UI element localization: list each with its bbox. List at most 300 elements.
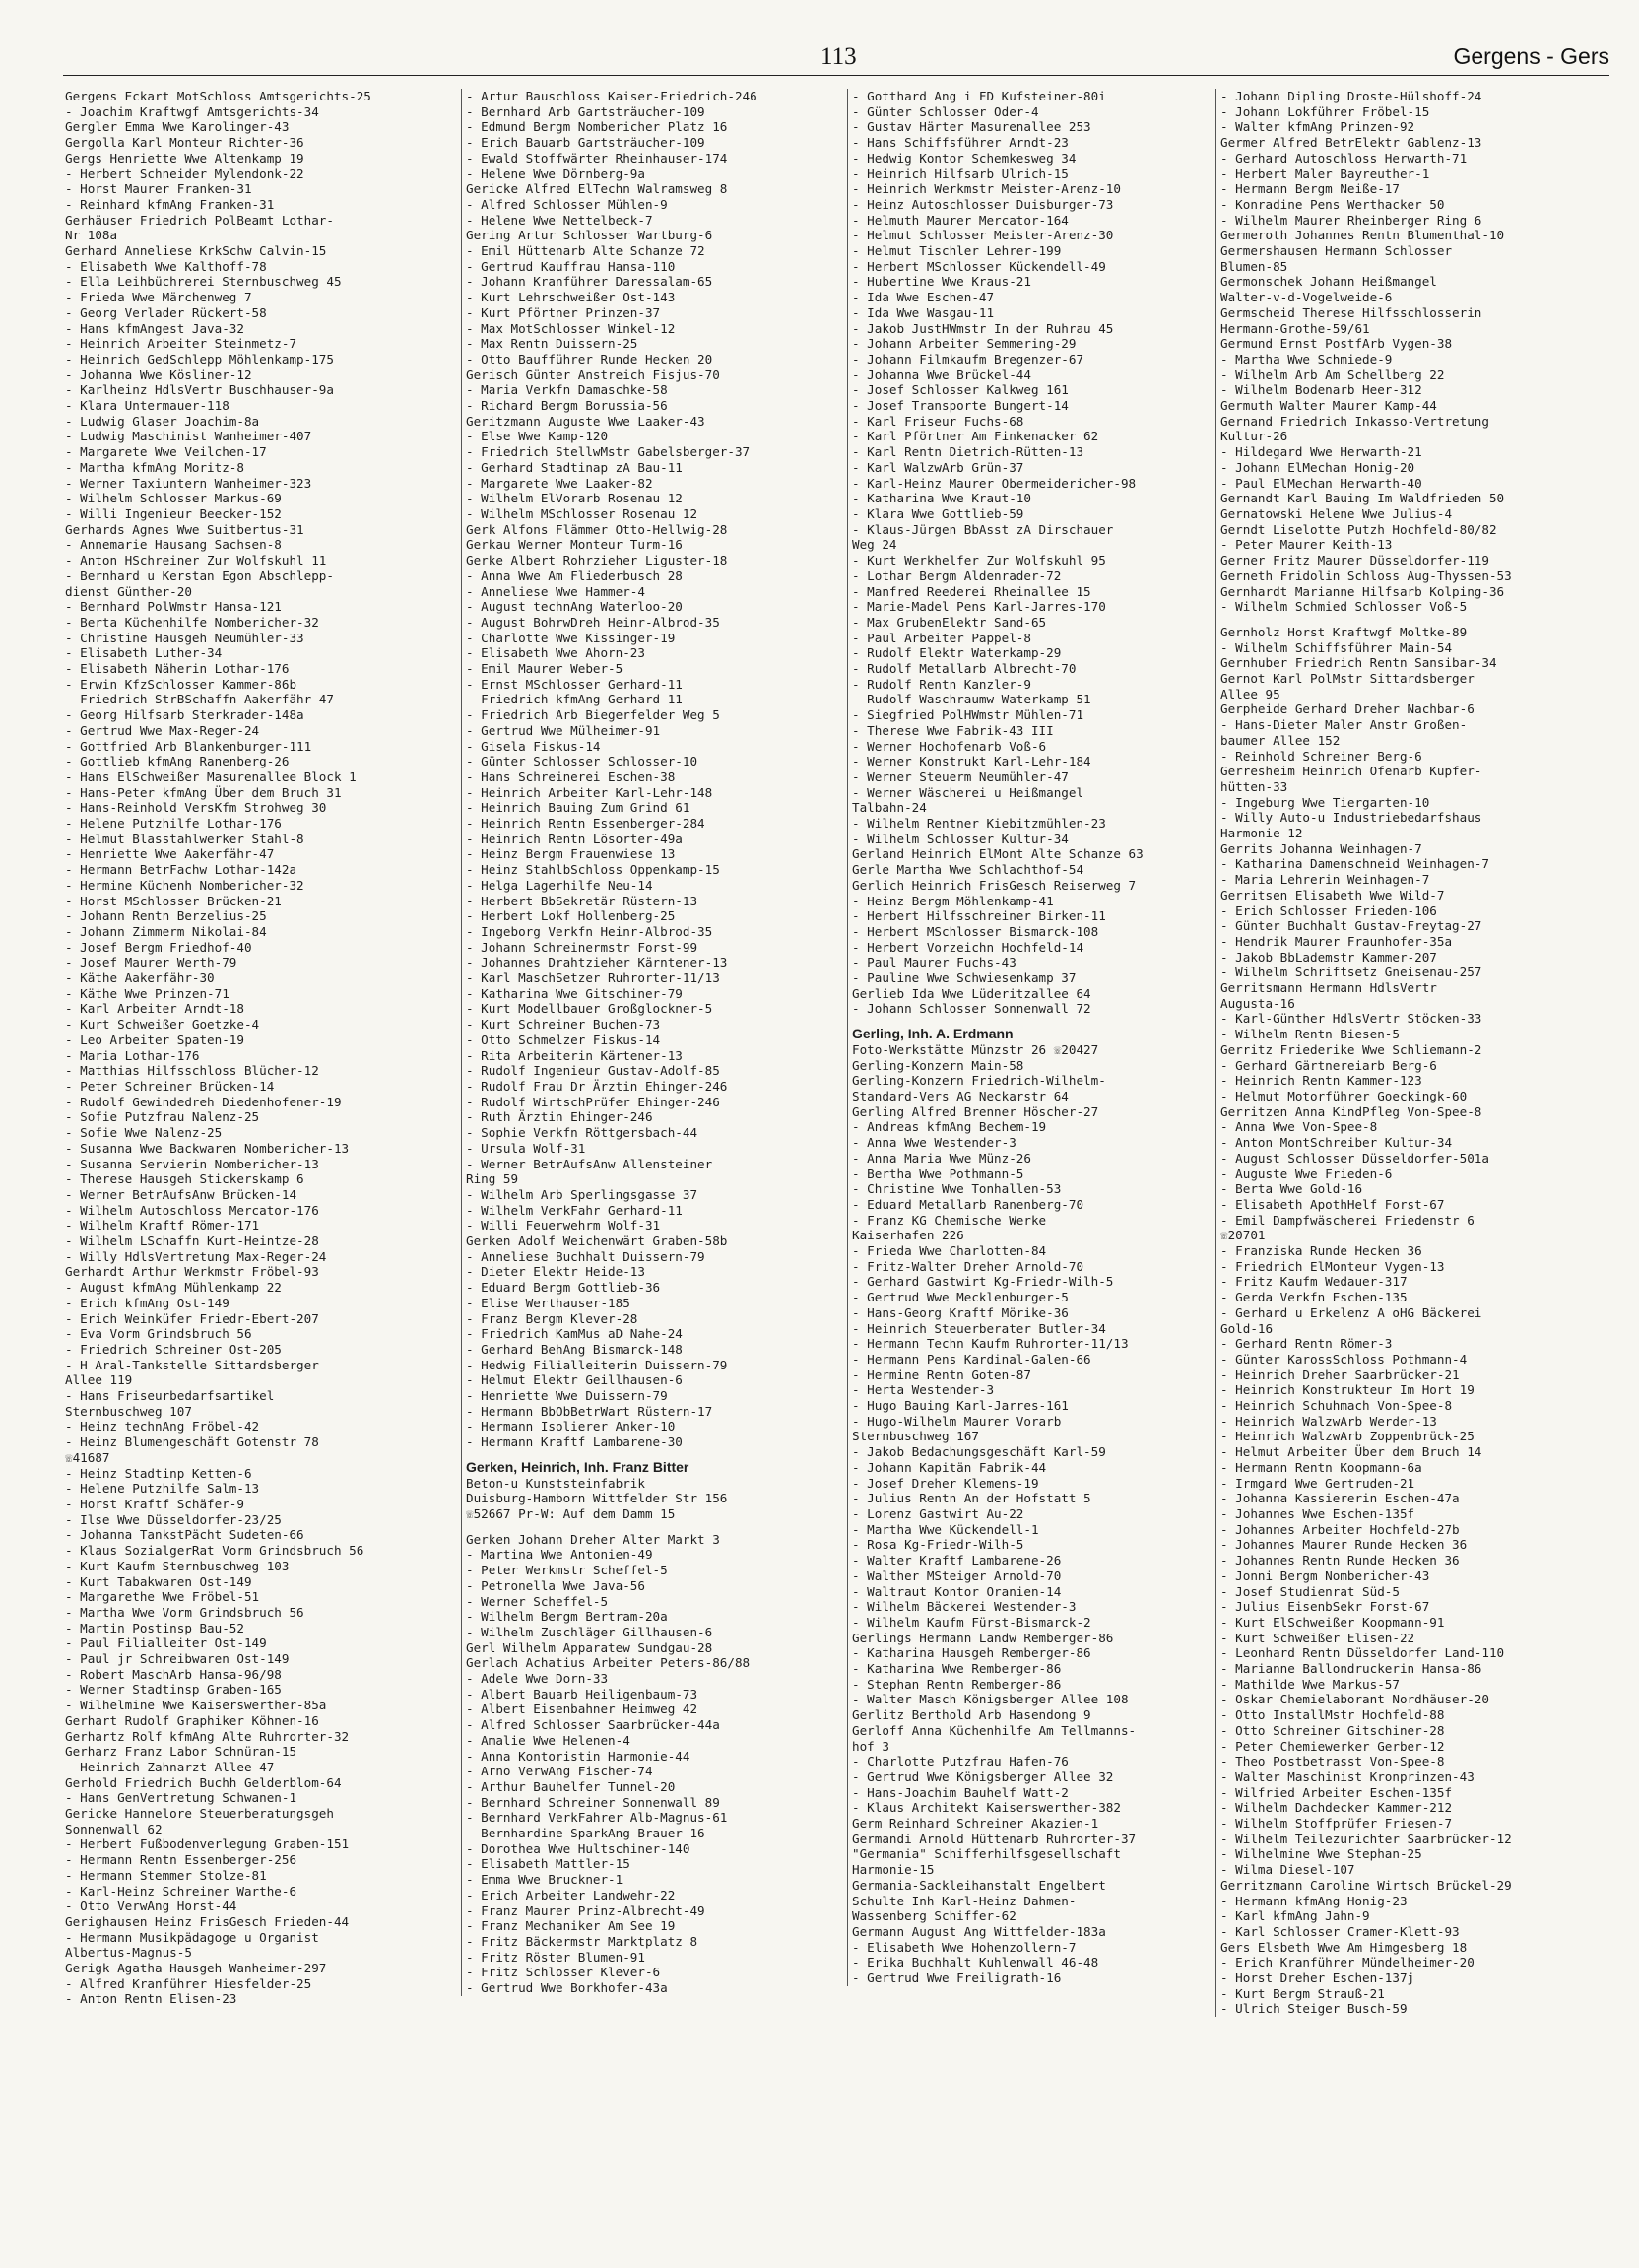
directory-subentry: - Karl Friseur Fuchs-68 (852, 413, 1024, 429)
directory-entry: Gerling-Konzern Friedrich-Wilhelm- (852, 1073, 1106, 1089)
directory-entry: ☏41687 (65, 1449, 110, 1465)
directory-subentry: - Oskar Chemielaborant Nordhäuser-20 (1220, 1692, 1489, 1707)
directory-subentry: - Günter Schlosser Oder-4 (852, 103, 1039, 119)
directory-subentry: - Erich Schlosser Frieden-106 (1220, 902, 1437, 918)
directory-subentry: - Kurt Bergm Strauß-21 (1220, 1985, 1385, 2001)
directory-entry: Gernandt Karl Bauing Im Waldfrieden 50 (1220, 491, 1505, 506)
directory-subentry: - Dorothea Wwe Hultschiner-140 (466, 1840, 690, 1856)
directory-subentry: - Max MotSchlosser Winkel-12 (466, 320, 676, 336)
directory-subentry: - Karl-Heinz Schreiner Warthe-6 (65, 1883, 297, 1899)
directory-subentry: - Herbert Hilfsschreiner Birken-11 (852, 908, 1106, 924)
directory-subentry: - Erwin KfzSchlosser Kammer-86b (65, 676, 297, 692)
directory-subentry: - Gerhard Stadtinap zA Bau-11 (466, 459, 683, 475)
directory-subentry: - Johann Lokführer Fröbel-15 (1220, 103, 1430, 119)
directory-subentry: - Werner BetrAufsAnw Brücken-14 (65, 1186, 297, 1202)
column-2 (461, 89, 855, 1996)
directory-entry: Foto-Werkstätte Münzstr 26 ☏20427 (852, 1041, 1099, 1057)
directory-entry: Standard-Vers AG Neckarstr 64 (852, 1089, 1069, 1103)
directory-subentry: - Horst MSchlosser Brücken-21 (65, 893, 282, 908)
directory-subentry: - Amalie Wwe Helenen-4 (466, 1732, 630, 1748)
directory-entry: Gernatowski Helene Wwe Julius-4 (1220, 505, 1453, 521)
directory-subentry: - Wilhelm MSchlosser Rosenau 12 (466, 505, 698, 521)
directory-subentry: - Hermann Stemmer Stolze-81 (65, 1867, 267, 1883)
directory-subentry: - Peter Werkmstr Scheffel-5 (466, 1563, 668, 1578)
directory-subentry: - Reinhold Schreiner Berg-6 (1220, 748, 1422, 764)
directory-subentry: - Gottlieb kfmAng Ranenberg-26 (65, 754, 290, 769)
directory-subentry: - Hermann Pens Kardinal-Galen-66 (852, 1351, 1091, 1367)
directory-subentry: - Max GrubenElektr Sand-65 (852, 614, 1047, 630)
directory-subentry: - Hildegard Wwe Herwarth-21 (1220, 444, 1422, 460)
directory-subentry: - Elise Werthauser-185 (466, 1295, 630, 1310)
directory-subentry: - Wilhelm Rentn Biesen-5 (1220, 1027, 1400, 1042)
directory-subentry: - Marie-Madel Pens Karl-Jarres-170 (852, 599, 1106, 615)
directory-subentry: - Peter Maurer Keith-13 (1220, 537, 1393, 553)
directory-subentry: - Martin Postinsp Bau-52 (65, 1620, 244, 1635)
directory-entry: Gerl Wilhelm Apparatew Sundgau-28 (466, 1639, 713, 1655)
directory-subentry: - Lothar Bergm Aldenrader-72 (852, 567, 1062, 583)
directory-subentry: - Käthe Wwe Prinzen-71 (65, 985, 229, 1001)
directory-subentry: - Anna Kontoristin Harmonie-44 (466, 1748, 690, 1764)
directory-subentry: - Bertha Wwe Pothmann-5 (852, 1166, 1024, 1181)
directory-entry: Germershausen Hermann Schlosser (1220, 243, 1453, 259)
directory-subentry: - Mathilde Wwe Markus-57 (1220, 1676, 1400, 1692)
directory-subentry: - Max Rentn Duissern-25 (466, 336, 638, 352)
directory-subentry: - Alfred Schlosser Saarbrücker-44a (466, 1717, 720, 1733)
directory-subentry: - Henriette Wwe Duissern-79 (466, 1388, 668, 1404)
directory-subentry: - Maria Lehrerin Weinhagen-7 (1220, 872, 1430, 888)
directory-entry: Hermann-Grothe-59/61 (1220, 320, 1370, 336)
directory-subentry: - Konradine Pens Werthacker 50 (1220, 196, 1445, 212)
directory-subentry: - Kurt Schweißer Elisen-22 (1220, 1630, 1415, 1645)
directory-subentry: - Heinrich Zahnarzt Allee-47 (65, 1759, 275, 1774)
directory-subentry: - Werner Steuerm Neumühler-47 (852, 768, 1069, 784)
directory-subentry: - Herbert MSchlosser Kückendell-49 (852, 258, 1106, 274)
directory-subentry: - Ida Wwe Eschen-47 (852, 290, 995, 305)
directory-entry: Gerhold Friedrich Buchh Gelderblom-64 (65, 1774, 342, 1790)
directory-subentry: - Katharina Damenschneid Weinhagen-7 (1220, 856, 1489, 872)
directory-subentry: - Hermann Techn Kaufm Ruhrorter-11/13 (852, 1336, 1129, 1352)
directory-entry: Gerlach Achatius Arbeiter Peters-86/88 (466, 1655, 751, 1671)
directory-entry: Gerhartz Rolf kfmAng Alte Ruhrorter-32 (65, 1728, 350, 1744)
directory-entry: dienst Günther-20 (65, 583, 192, 599)
directory-subentry: - Kurt Schreiner Buchen-73 (466, 1017, 661, 1033)
directory-subentry: - Wilhelm Schiffsführer Main-54 (1220, 639, 1453, 655)
directory-subentry: - Anna Maria Wwe Münz-26 (852, 1150, 1031, 1166)
directory-entry: Germeroth Johannes Rentn Blumenthal-10 (1220, 228, 1505, 243)
directory-subentry: - Eduard Bergm Gottlieb-36 (466, 1280, 661, 1296)
directory-subentry: - Walther MSteiger Arnold-70 (852, 1568, 1062, 1583)
directory-subentry: - Wilhelm VerkFahr Gerhard-11 (466, 1202, 683, 1218)
directory-entry: Gernhuber Friedrich Rentn Sansibar-34 (1220, 655, 1497, 671)
directory-subentry: - Gerhard Gastwirt Kg-Friedr-Wilh-5 (852, 1274, 1114, 1290)
directory-subentry: - Friedrich Arb Biegerfelder Weg 5 (466, 707, 720, 723)
directory-entry: Kaiserhafen 226 (852, 1228, 964, 1243)
directory-subentry: - Wilhelm Schlosser Markus-69 (65, 491, 282, 506)
directory-subentry: - Hendrik Maurer Fraunhofer-35a (1220, 933, 1453, 949)
directory-entry: Gerlich Heinrich FrisGesch Reiserweg 7 (852, 877, 1137, 893)
directory-entry: Gerle Martha Wwe Schlachthof-54 (852, 862, 1084, 878)
directory-subentry: - Franziska Runde Hecken 36 (1220, 1243, 1422, 1259)
directory-subentry: - Heinz Bergm Frauenwiese 13 (466, 846, 676, 862)
directory-subentry: - Dieter Elektr Heide-13 (466, 1264, 645, 1280)
directory-subentry: - Karl-Günther HdlsVertr Stöcken-33 (1220, 1011, 1482, 1027)
directory-subentry: - Klaus SozialgerRat Vorm Grindsbruch 56 (65, 1543, 364, 1559)
directory-subentry: - Kurt ElSchweißer Koopmann-91 (1220, 1614, 1445, 1630)
directory-subentry: - Karl-Heinz Maurer Obermeidericher-98 (852, 475, 1137, 491)
directory-subentry: - Annemarie Hausang Sachsen-8 (65, 537, 282, 553)
directory-subentry: - Anneliese Wwe Hammer-4 (466, 583, 645, 599)
directory-subentry: - Willi Feuerwehrm Wolf-31 (466, 1218, 661, 1234)
directory-subentry: - Karl MaschSetzer Ruhrorter-11/13 (466, 970, 720, 986)
directory-subentry: - Wilhelm Schmied Schlosser Voß-5 (1220, 599, 1468, 615)
directory-subentry: - Margarete Wwe Laaker-82 (466, 475, 653, 491)
directory-subentry: - Gertrud Wwe Freiligrath-16 (852, 1970, 1062, 1986)
directory-subentry: - Fritz Bäckermstr Marktplatz 8 (466, 1933, 698, 1949)
directory-subentry: - Siegfried PolHWmstr Mühlen-71 (852, 707, 1084, 723)
directory-entry: Gerhardt Arthur Werkmstr Fröbel-93 (65, 1264, 319, 1280)
directory-subentry: - Wilhelm Zuschläger Gillhausen-6 (466, 1624, 713, 1639)
directory-subentry: - Jakob Bedachungsgeschäft Karl-59 (852, 1444, 1106, 1460)
directory-subentry: - Rudolf Waschraumw Waterkamp-51 (852, 692, 1091, 707)
directory-subentry: - Erich Weinküfer Friedr-Ebert-207 (65, 1310, 319, 1326)
directory-subentry: - Therese Hausgeh Stickerskamp 6 (65, 1171, 304, 1187)
directory-entry: Gerighausen Heinz FrisGesch Frieden-44 (65, 1913, 350, 1929)
directory-entry: Geritzmann Auguste Wwe Laaker-43 (466, 413, 705, 429)
directory-entry: Gers Elsbeth Wwe Am Himgesberg 18 (1220, 1939, 1468, 1955)
directory-subentry: - Hermann Rentn Koopmann-6a (1220, 1459, 1422, 1475)
directory-subentry: - Hans-Georg Kraftf Mörike-36 (852, 1304, 1069, 1320)
directory-subentry: - Arno VerwAng Fischer-74 (466, 1764, 653, 1779)
directory-subentry: - Hermann Isolierer Anker-10 (466, 1419, 676, 1434)
directory-subentry: - Charlotte Putzfrau Hafen-76 (852, 1754, 1069, 1769)
directory-subentry: - Paul Arbeiter Pappel-8 (852, 630, 1031, 645)
column-4 (1215, 89, 1614, 2017)
directory-subentry: - Helmut Elektr Geillhausen-6 (466, 1372, 683, 1388)
directory-entry: Gerloff Anna Küchenhilfe Am Tellmanns- (852, 1722, 1137, 1738)
directory-subentry: - Albert Bauarb Heiligenbaum-73 (466, 1686, 698, 1701)
directory-subentry: - Johann Schreinermstr Forst-99 (466, 939, 698, 955)
directory-subentry: - Wilhelm Schriftsetz Gneisenau-257 (1220, 965, 1482, 980)
directory-subentry: - Heinrich Rentn Essenberger-284 (466, 816, 705, 832)
directory-subentry: - Karl Rentn Dietrich-Rütten-13 (852, 444, 1084, 460)
directory-subentry: - Hedwig Filialleiterin Duissern-79 (466, 1357, 728, 1372)
directory-subentry: - Anna Wwe Am Fliederbusch 28 (466, 567, 683, 583)
directory-subentry: - Erich Kranführer Mündelheimer-20 (1220, 1955, 1475, 1970)
directory-subentry: - Ludwig Glaser Joachim-8a (65, 413, 260, 429)
directory-subentry: - Karl Arbeiter Arndt-18 (65, 1001, 244, 1017)
directory-entry: Sternbuschweg 107 (65, 1403, 192, 1419)
directory-entry: Germandi Arnold Hüttenarb Ruhrorter-37 (852, 1831, 1137, 1846)
directory-entry: ☏20701 (1220, 1228, 1266, 1243)
directory-entry: Allee 95 (1220, 686, 1280, 701)
directory-subentry: - Emil Dampfwäscherei Friedenstr 6 (1220, 1212, 1475, 1228)
directory-subentry: - Jakob JustHWmstr In der Ruhrau 45 (852, 320, 1114, 336)
directory-subentry: - Fritz-Walter Dreher Arnold-70 (852, 1258, 1084, 1274)
directory-subentry: - Elisabeth Näherin Lothar-176 (65, 661, 290, 677)
directory-subentry: - Martha kfmAng Moritz-8 (65, 459, 244, 475)
directory-subentry: - Wilhelm Arb Sperlingsgasse 37 (466, 1186, 698, 1202)
directory-subentry: - Karl kfmAng Jahn-9 (1220, 1908, 1370, 1924)
directory-subentry: - Kurt Modellbauer Großglockner-5 (466, 1001, 713, 1017)
directory-subentry: - Hans GenVertretung Schwanen-1 (65, 1790, 297, 1806)
directory-subentry: - Paul jr Schreibwaren Ost-149 (65, 1651, 290, 1667)
directory-entry: Germuth Walter Maurer Kamp-44 (1220, 398, 1437, 414)
directory-subentry: - Wilhelm Bergm Bertram-20a (466, 1609, 668, 1625)
directory-subentry: - Katharina Wwe Kraut-10 (852, 491, 1031, 506)
directory-subentry: - Reinhard kfmAng Franken-31 (65, 196, 275, 212)
directory-entry: Gerken Johann Dreher Alter Markt 3 (466, 1531, 720, 1547)
directory-subentry: - Helmut Blasstahlwerker Stahl-8 (65, 831, 304, 846)
directory-entry: Germer Alfred BetrElektr Gablenz-13 (1220, 135, 1482, 151)
directory-subentry: - Klara Untermauer-118 (65, 398, 229, 414)
directory-entry: Kultur-26 (1220, 429, 1288, 444)
directory-subentry: - Gerhard Gärtnereiarb Berg-6 (1220, 1057, 1437, 1073)
directory-subentry: - Artur Bauschloss Kaiser-Friedrich-246 (466, 89, 757, 103)
directory-entry: baumer Allee 152 (1220, 732, 1341, 748)
directory-subentry: - Hubertine Wwe Kraus-21 (852, 274, 1031, 290)
directory-subentry: - Otto InstallMstr Hochfeld-88 (1220, 1707, 1445, 1723)
directory-subentry: - Wilhelm Bäckerei Westender-3 (852, 1599, 1077, 1615)
directory-subentry: - Horst Kraftf Schäfer-9 (65, 1496, 244, 1511)
directory-subentry: - Johanna TankstPächt Sudeten-66 (65, 1527, 304, 1543)
directory-subentry: - Günter KarossSchloss Pothmann-4 (1220, 1351, 1468, 1367)
directory-subentry: - Frieda Wwe Charlotten-84 (852, 1243, 1047, 1259)
directory-subentry: - Martha Wwe Kückendell-1 (852, 1521, 1039, 1537)
directory-subentry: - Wilfried Arbeiter Eschen-135f (1220, 1784, 1453, 1800)
directory-subentry: - Kurt Schweißer Goetzke-4 (65, 1017, 260, 1033)
directory-subentry: - Herbert Fußbodenverlegung Graben-151 (65, 1836, 350, 1852)
directory-subentry: - Hermann BetrFachw Lothar-142a (65, 862, 297, 878)
directory-subentry: - Heinrich Bauing Zum Grind 61 (466, 800, 690, 816)
directory-subentry: - Horst Dreher Eschen-137j (1220, 1970, 1415, 1986)
directory-subentry: - Heinz Stadtinp Ketten-6 (65, 1465, 252, 1481)
directory-subentry: - Ernst MSchlosser Gerhard-11 (466, 676, 683, 692)
column-3 (847, 89, 1242, 1986)
directory-subentry: - Bernhard PolWmstr Hansa-121 (65, 599, 282, 615)
directory-subentry: - Walter Kraftf Lambarene-26 (852, 1553, 1062, 1568)
directory-subentry: - Karl Pförtner Am Finkenacker 62 (852, 429, 1099, 444)
directory-subentry: - Ulrich Steiger Busch-59 (1220, 2001, 1408, 2017)
directory-subentry: - Johannes Drahtzieher Kärntener-13 (466, 955, 728, 970)
directory-subentry: - Rita Arbeiterin Kärtener-13 (466, 1047, 683, 1063)
directory-subentry: - Wilhelm Dachdecker Kammer-212 (1220, 1800, 1453, 1816)
directory-entry: Gerresheim Heinrich Ofenarb Kupfer- (1220, 764, 1482, 779)
directory-subentry: - Josef Transporte Bungert-14 (852, 398, 1069, 414)
directory-subentry: - Helmut Arbeiter Über dem Bruch 14 (1220, 1444, 1482, 1460)
directory-subentry: - Hans-Dieter Maler Anstr Großen- (1220, 717, 1468, 733)
directory-subentry: - Jonni Bergm Nombericher-43 (1220, 1568, 1430, 1583)
directory-subentry: - Ingeborg Verkfn Heinr-Albrod-35 (466, 923, 713, 939)
directory-subentry: - Herbert Vorzeichn Hochfeld-14 (852, 939, 1084, 955)
directory-subentry: - Heinrich Schuhmach Von-Spee-8 (1220, 1398, 1453, 1414)
directory-subentry: - Julius EisenbSekr Forst-67 (1220, 1599, 1430, 1615)
directory-subentry: - Bernhard u Kerstan Egon Abschlepp- (65, 567, 334, 583)
directory-subentry: - Hans Schiffsführer Arndt-23 (852, 135, 1069, 151)
directory-subentry: - Johann Kranführer Daressalam-65 (466, 274, 713, 290)
directory-subentry: - Anna Wwe Westender-3 (852, 1135, 1016, 1151)
directory-subentry: - Karlheinz HdlsVertr Buschhauser-9a (65, 382, 334, 398)
directory-subentry: - Werner BetrAufsAnw Allensteiner (466, 1156, 713, 1171)
directory-subentry: - Elisabeth Mattler-15 (466, 1856, 630, 1872)
directory-subentry: - Rudolf Frau Dr Ärztin Ehinger-246 (466, 1079, 728, 1094)
directory-subentry: - Anton HSchreiner Zur Wolfskuhl 11 (65, 553, 327, 568)
directory-entry: Gerhart Rudolf Graphiker Köhnen-16 (65, 1712, 319, 1728)
directory-subentry: - Karl WalzwArb Grün-37 (852, 459, 1024, 475)
directory-subentry: - Franz Mechaniker Am See 19 (466, 1918, 676, 1934)
running-head: Gergens - Gers (1453, 43, 1609, 69)
directory-columns (65, 89, 1609, 2268)
directory-entry: Gerner Fritz Maurer Düsseldorfer-119 (1220, 553, 1489, 568)
directory-entry: Gerlieb Ida Wwe Lüderitzallee 64 (852, 985, 1091, 1001)
directory-subentry: - Johann Dipling Droste-Hülshoff-24 (1220, 89, 1482, 103)
directory-entry: Gergs Henriette Wwe Altenkamp 19 (65, 150, 304, 166)
directory-subentry: - Charlotte Wwe Kissinger-19 (466, 630, 676, 645)
directory-subentry: - Martina Wwe Antonien-49 (466, 1547, 653, 1563)
directory-subentry: - Franz Bergm Klever-28 (466, 1310, 638, 1326)
directory-subentry: - Wilhelm Autoschloss Mercator-176 (65, 1202, 319, 1218)
directory-subentry: - Heinrich Werkmstr Meister-Arenz-10 (852, 181, 1121, 197)
directory-subentry: - Ella Leihbüchrerei Sternbuschweg 45 (65, 274, 342, 290)
directory-subentry: - Gertrud Wwe Mecklenburger-5 (852, 1290, 1069, 1305)
directory-subentry: - Helmut Schlosser Meister-Arenz-30 (852, 228, 1114, 243)
directory-subentry: - Hans Schreinerei Eschen-38 (466, 768, 676, 784)
spacer (852, 1017, 1242, 1027)
directory-subentry: - H Aral-Tankstelle Sittardsberger (65, 1357, 319, 1372)
directory-subentry: - Walter Masch Königsberger Allee 108 (852, 1692, 1129, 1707)
directory-subentry: - Kurt Tabakwaren Ost-149 (65, 1573, 252, 1589)
directory-subentry: - Otto VerwAng Horst-44 (65, 1899, 237, 1914)
directory-subentry: - Wilhelm LSchaffn Kurt-Heintze-28 (65, 1234, 319, 1249)
directory-subentry: - Otto Schmelzer Fiskus-14 (466, 1032, 661, 1047)
directory-entry: Harmonie-15 (852, 1862, 935, 1878)
directory-entry: Gerharz Franz Labor Schnüran-15 (65, 1744, 297, 1760)
directory-entry: Gerndt Liselotte Putzh Hochfeld-80/82 (1220, 521, 1497, 537)
directory-subentry: - Anneliese Buchhalt Duissern-79 (466, 1248, 705, 1264)
directory-subentry: - Wilhelm Bodenarb Heer-312 (1220, 382, 1422, 398)
directory-subentry: - Elisabeth Wwe Hohenzollern-7 (852, 1939, 1077, 1955)
directory-entry: Gerhard Anneliese KrkSchw Calvin-15 (65, 243, 327, 259)
directory-subentry: - Martha Wwe Vorm Grindsbruch 56 (65, 1604, 304, 1620)
directory-entry: Gerritsen Elisabeth Wwe Wild-7 (1220, 887, 1445, 902)
directory-subentry: - Walter Maschinist Kronprinzen-43 (1220, 1768, 1475, 1784)
directory-subentry: - Andreas kfmAng Bechem-19 (852, 1119, 1047, 1135)
directory-subentry: - Hermann Rentn Essenberger-256 (65, 1852, 297, 1868)
directory-entry: Schulte Inh Karl-Heinz Dahmen- (852, 1893, 1077, 1908)
directory-subentry: - Heinrich Konstrukteur Im Hort 19 (1220, 1382, 1475, 1398)
directory-subentry: - Wilhelm Teilezurichter Saarbrücker-12 (1220, 1831, 1512, 1846)
directory-subentry: - Wilhelm Maurer Rheinberger Ring 6 (1220, 212, 1482, 228)
directory-entry: Gerlitz Berthold Arb Hasendong 9 (852, 1707, 1091, 1723)
directory-subentry: - Berta Küchenhilfe Nombericher-32 (65, 614, 319, 630)
directory-subentry: - Walter kfmAng Prinzen-92 (1220, 119, 1415, 135)
directory-entry: Germscheid Therese Hilfsschlosserin (1220, 304, 1482, 320)
directory-subentry: - Joachim Kraftwgf Amtsgerichts-34 (65, 103, 319, 119)
directory-subentry: - Willi Ingenieur Beecker-152 (65, 505, 282, 521)
directory-entry: Allee 119 (65, 1372, 133, 1388)
directory-subentry: - Josef Studienrat Süd-5 (1220, 1583, 1400, 1599)
directory-subentry: - Helene Putzhilfe Salm-13 (65, 1481, 260, 1497)
directory-entry: "Germania" Schifferhilfsgesellschaft (852, 1846, 1121, 1862)
directory-entry: Gernhardt Marianne Hilfsarb Kolping-36 (1220, 583, 1505, 599)
directory-subentry: - Otto Baufführer Runde Hecken 20 (466, 351, 713, 367)
directory-subentry: - Eduard Metallarb Ranenberg-70 (852, 1196, 1084, 1212)
directory-subentry: - Wilma Diesel-107 (1220, 1862, 1355, 1878)
directory-subentry: - Anna Wwe Von-Spee-8 (1220, 1119, 1378, 1135)
directory-subentry: - Petronella Wwe Java-56 (466, 1577, 645, 1593)
directory-subentry: - Willy HdlsVertretung Max-Reger-24 (65, 1248, 327, 1264)
directory-subentry: - Theo Postbetrasst Von-Spee-8 (1220, 1754, 1445, 1769)
directory-subentry: - Hans Friseurbedarfsartikel (65, 1388, 275, 1404)
directory-subentry: - August Schlosser Düsseldorfer-501a (1220, 1150, 1489, 1166)
directory-subentry: - Klaus Architekt Kaiserswerther-382 (852, 1800, 1121, 1816)
directory-subentry: - Erich Arbeiter Landwehr-22 (466, 1887, 676, 1902)
directory-entry: Sonnenwall 62 (65, 1821, 163, 1836)
directory-subentry: - Manfred Reederei Rheinallee 15 (852, 583, 1091, 599)
directory-subentry: - Rudolf WirtschPrüfer Ehinger-246 (466, 1094, 720, 1109)
directory-subentry: - Maria Verkfn Damaschke-58 (466, 382, 668, 398)
directory-subentry: - Martha Wwe Schmiede-9 (1220, 351, 1393, 367)
directory-subentry: - Margarete Wwe Veilchen-17 (65, 444, 267, 460)
directory-subentry: - Robert MaschArb Hansa-96/98 (65, 1666, 282, 1682)
directory-subentry: - Heinz technAng Fröbel-42 (65, 1419, 260, 1434)
directory-subentry: - Herbert MSchlosser Bismarck-108 (852, 923, 1099, 939)
directory-subentry: - Wilhelm Schlosser Kultur-34 (852, 831, 1069, 846)
directory-entry: Gericke Alfred ElTechn Walramsweg 8 (466, 181, 728, 197)
directory-subentry: - Alfred Kranführer Hiesfelder-25 (65, 1975, 312, 1991)
directory-entry: Germ Reinhard Schreiner Akazien-1 (852, 1816, 1099, 1832)
directory-entry: Gerritzmann Caroline Wirtsch Brückel-29 (1220, 1877, 1512, 1893)
directory-subentry: - Willy Auto-u Industriebedarfshaus (1220, 810, 1482, 826)
directory-subentry: - Heinz StahlbSchloss Oppenkamp-15 (466, 862, 720, 878)
directory-subentry: - Georg Verlader Rückert-58 (65, 304, 267, 320)
directory-subentry: - Ursula Wolf-31 (466, 1140, 586, 1156)
spacer (1220, 615, 1614, 625)
directory-subentry: - Gertrud Wwe Königsberger Allee 32 (852, 1768, 1114, 1784)
directory-entry: Nr 108a (65, 228, 118, 243)
directory-subentry: - Fritz Kaufm Wedauer-317 (1220, 1274, 1408, 1290)
directory-subentry: - Julius Rentn An der Hofstatt 5 (852, 1491, 1091, 1506)
directory-subentry: - Leonhard Rentn Düsseldorfer Land-110 (1220, 1645, 1505, 1661)
directory-entry: Harmonie-12 (1220, 826, 1303, 841)
directory-subentry: - Werner Konstrukt Karl-Lehr-184 (852, 754, 1091, 769)
directory-subentry: - Johanna Wwe Kösliner-12 (65, 367, 252, 382)
directory-subentry: - Hermann BbObBetrWart Rüstern-17 (466, 1403, 713, 1419)
directory-subentry: - Johannes Rentn Runde Hecken 36 (1220, 1553, 1460, 1568)
directory-subentry: - Kurt Kaufm Sternbuschweg 103 (65, 1558, 290, 1573)
directory-entry: Germund Ernst PostfArb Vygen-38 (1220, 336, 1453, 352)
directory-subentry: - Bernhardine SparkAng Brauer-16 (466, 1826, 705, 1841)
directory-subentry: - August BohrwDreh Heinr-Albrod-35 (466, 614, 720, 630)
directory-subentry: - Heinrich Arbeiter Steinmetz-7 (65, 336, 297, 352)
directory-subentry: - Bernhard Schreiner Sonnenwall 89 (466, 1794, 720, 1810)
directory-subentry: - Elisabeth Luther-34 (65, 645, 223, 661)
directory-entry: Gernand Friedrich Inkasso-Vertretung (1220, 413, 1489, 429)
directory-subentry: - Arthur Bauhelfer Tunnel-20 (466, 1778, 676, 1794)
directory-subentry: - Sofie Wwe Nalenz-25 (65, 1125, 223, 1141)
directory-subentry: - Hermine Küchenh Nombericher-32 (65, 877, 304, 893)
directory-subentry: - Hermann Musikpädagoge u Organist (65, 1929, 319, 1945)
directory-subentry: - Josef Maurer Werth-79 (65, 955, 237, 970)
directory-subentry: - Johann ElMechan Honig-20 (1220, 459, 1415, 475)
directory-subentry: - Gerhard BehAng Bismarck-148 (466, 1341, 683, 1357)
directory-entry: Weg 24 (852, 537, 897, 553)
directory-subentry: - Gertrud Wwe Borkhofer-43a (466, 1980, 668, 1996)
directory-entry: Gerhards Agnes Wwe Suitbertus-31 (65, 521, 304, 537)
directory-subentry: - Georg Hilfsarb Sterkrader-148a (65, 707, 304, 723)
directory-subentry: - Josef Dreher Klemens-19 (852, 1475, 1039, 1491)
directory-subentry: - Wilhelm Stoffprüfer Friesen-7 (1220, 1816, 1453, 1832)
directory-subentry: - Adele Wwe Dorn-33 (466, 1671, 609, 1687)
